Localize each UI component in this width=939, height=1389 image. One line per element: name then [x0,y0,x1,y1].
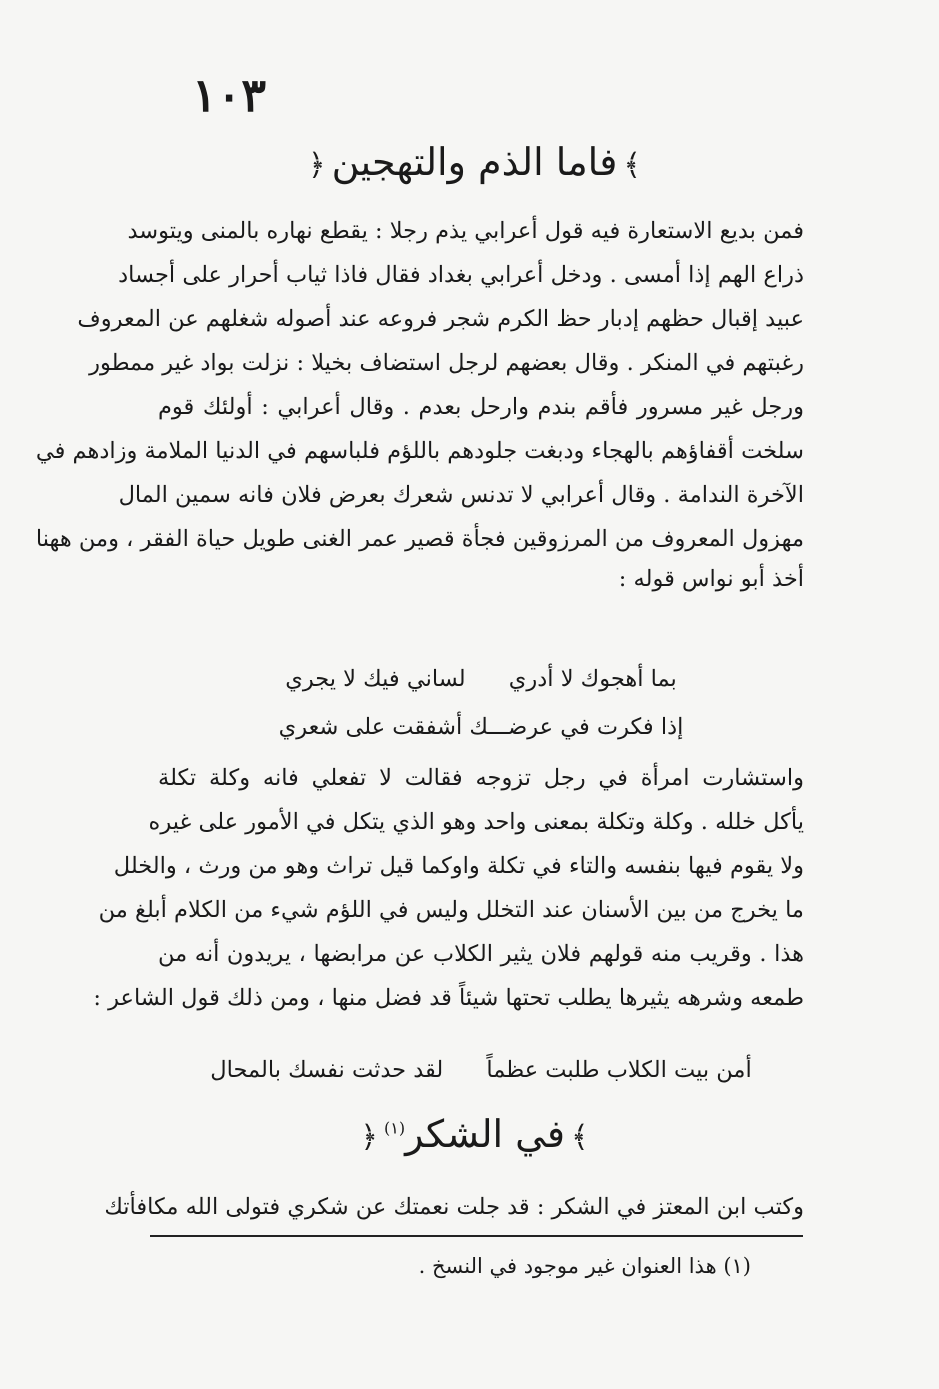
section-heading-text: فاما الذم والتهجين [331,140,618,184]
footnote-marker: (١) [384,1118,406,1138]
poem-verse-1 [158,657,804,701]
text-line: مهزول المعروف من المرزوقين فجأة قصير عمر الغنى طويل حياة الفقر ، ومن ههنا [35,526,804,552]
text-line: أخذ أبو نواس قوله : [618,566,804,592]
text-line: سلخت أقفاؤهم بالهجاء ودبغت جلودهم باللؤم فلباسهم في الدنيا الملامة وزادهم في [35,438,804,464]
text-line: ذراع الهم إذا أمسى . ودخل أعرابي بغداد فقال فاذا ثياب أحرار على أجساد [118,262,804,288]
text-line: يأكل خلله . وكلة وتكلة بمعنى واحد وهو الذي يتكل في الأمور على غيره [148,809,804,835]
ornament-right: ﴿ [308,148,326,183]
ornament-right: ﴿ [360,1120,378,1155]
text-line: هذا . وقريب منه قولهم فلان يثير الكلاب عن مرابضها ، يريدون أنه من [158,941,804,967]
text-line: ولا يقوم فيها بنفسه والتاء في تكلة واوكما قيل تراث وهو من ورث ، والخلل [113,853,804,879]
text-line: فمن بديع الاستعارة فيه قول أعرابي يذم رجلا : يقطع نهاره بالمنى ويتوسد [127,218,804,244]
ornament-left: ﴾ [571,1120,589,1155]
verse-hemistich: أمن بيت الكلاب طلبت عظماً [486,1057,752,1083]
body-paragraph-1 [35,209,804,597]
body-paragraph-3 [104,1185,804,1229]
text-line: رغبتهم في المنكر . وقال بعضهم لرجل استضاف بخيلا : نزلت بواد غير ممطور [89,350,804,376]
text-line: واستشارت امرأة في رجل تزوجه فقالت لا تفعلي فانه وكلة تكلة [158,765,804,791]
poem-verse-2 [158,705,804,749]
text-line: الآخرة الندامة . وقال أعرابي لا تدنس شعرك بعرض فلان فانه سمين المال [118,482,804,508]
poem-verse-3 [158,1048,804,1092]
verse-hemistich: إذا فكرت في عرضـــك أشفقت على شعري [278,714,684,740]
page-number: ١٠٣ [192,68,267,122]
text-line: عبيد إقبال حظهم إدبار حظ الكرم شجر فروعه عند أصوله شغلهم عن المعروف [77,306,804,332]
section-heading-dispraise [10,140,939,184]
section-heading-thanks [10,1112,939,1156]
text-line: طمعه وشرهه يثيرها يطلب تحتها شيئاً قد فضل منها ، ومن ذلك قول الشاعر : [93,985,804,1011]
verse-hemistich: لساني فيك لا يجري [285,666,466,692]
text-line: ورجل غير مسرور فأقم بندم وارحل بعدم . وقال أعرابي : أولئك قوم [158,394,804,420]
section-heading-text: في الشكر [405,1112,565,1156]
verse-hemistich: لقد حدثت نفسك بالمحال [210,1057,444,1083]
text-line: ما يخرج من بين الأسنان عند التخلل وليس في اللؤم شيء من الكلام أبلغ من [98,897,804,923]
footnote-divider [150,1235,803,1237]
verse-hemistich: بما أهجوك لا أدري [508,666,677,692]
text-line: وكتب ابن المعتز في الشكر : قد جلت نعمتك عن شكري فتولى الله مكافأتك [104,1194,804,1220]
ornament-left: ﴾ [623,148,641,183]
footnote: (١) هذا العنوان غير موجود في النسخ . [418,1254,751,1278]
body-paragraph-2 [93,756,804,1020]
